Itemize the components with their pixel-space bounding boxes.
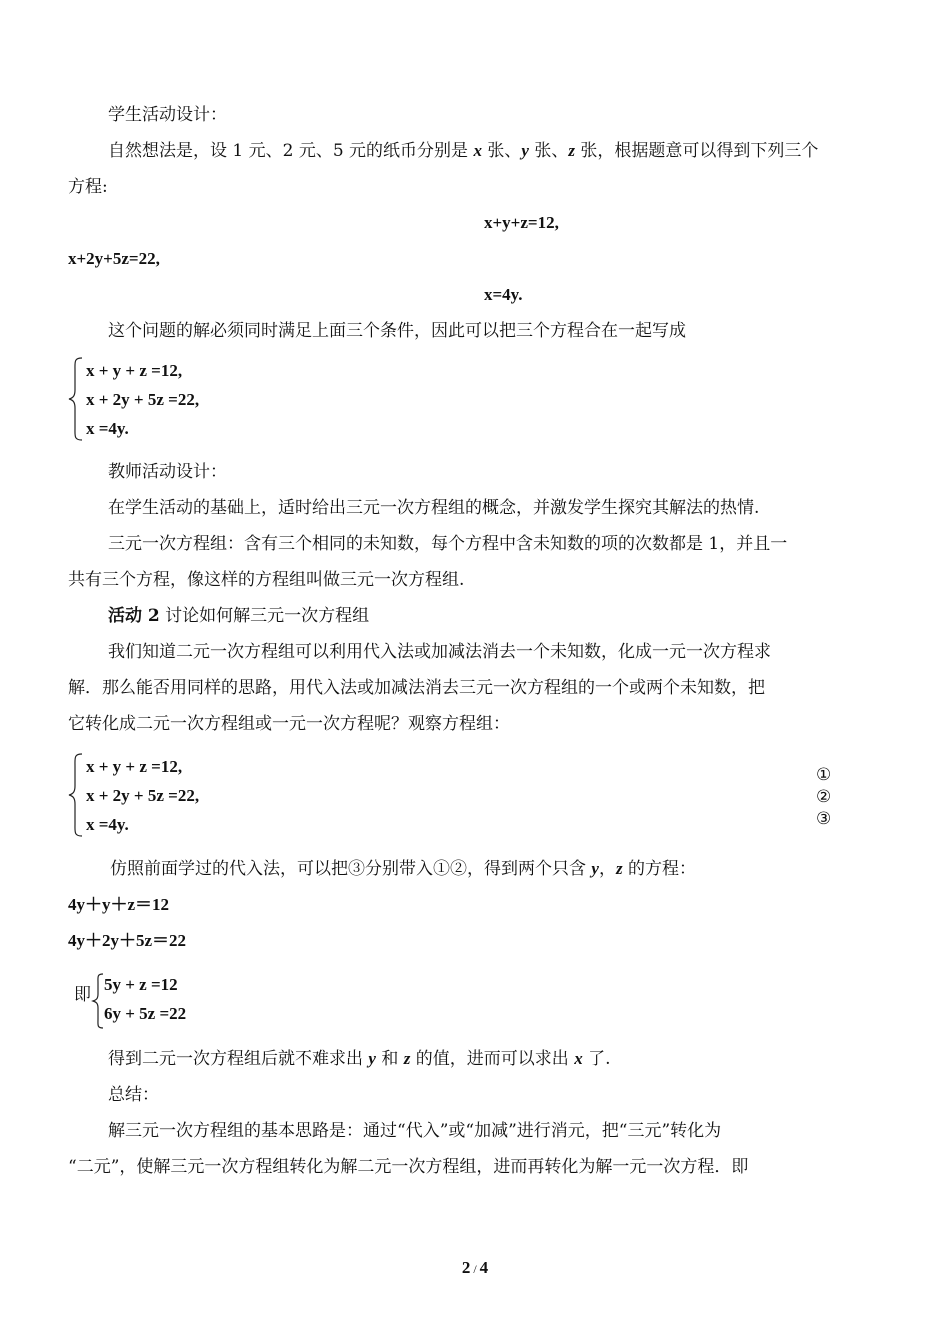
marker-3: ③ xyxy=(816,809,832,829)
paragraph-method-3: 它转化成二元一次方程组或一元一次方程呢？观察方程组： xyxy=(68,714,510,734)
paragraph-definition-cont: 共有三个方程，像这样的方程组叫做三元一次方程组. xyxy=(68,570,465,590)
paragraph-natural-idea: 自然想法是，设 1 元、2 元、5 元的纸币分别是 x 张、y 张、z 张，根据题意可以得到下列三个 xyxy=(108,141,819,161)
equation-c: x=4y. xyxy=(484,285,523,304)
paragraph-combine: 这个问题的解必须同时满足上面三个条件，因此可以把三个方程合在一起写成 xyxy=(108,321,686,341)
left-brace-icon xyxy=(66,752,86,838)
paragraph-summary-2: “二元”，使解三元一次方程组转化为解二元一次方程组，进而再转化为解一元一次方程．即 xyxy=(68,1157,749,1177)
paragraph-definition: 三元一次方程组：含有三个相同的未知数，每个方程中含未知数的项的次数都是 1，并且一 xyxy=(108,534,788,554)
substituted-equation-2: 4y＋2y＋5z＝22 xyxy=(68,931,187,950)
system-2-line-3: x =4y. xyxy=(86,815,129,834)
paragraph-equations-label: 方程: xyxy=(68,177,108,197)
equation-system-3 xyxy=(90,972,290,1030)
equation-system-1 xyxy=(66,356,266,442)
system-1-line-3: x =4y. xyxy=(86,419,129,438)
teacher-activity-heading: 教师活动设计： xyxy=(108,462,227,482)
student-activity-heading: 学生活动设计： xyxy=(108,105,227,125)
paragraph-summary-1: 解三元一次方程组的基本思路是：通过“代入”或“加减”进行消元，把“三元”转化为 xyxy=(108,1121,722,1141)
activity-2-heading: 活动 2 讨论如何解三元一次方程组 xyxy=(108,606,370,626)
equation-system-2 xyxy=(66,752,866,838)
marker-2: ② xyxy=(816,787,832,807)
paragraph-solve: 得到二元一次方程组后就不难求出 y 和 z 的值，进而可以求出 x 了. xyxy=(108,1049,611,1069)
paragraph-concept: 在学生活动的基础上，适时给出三元一次方程组的概念，并激发学生探究其解法的热情. xyxy=(108,498,760,518)
equation-a: x+y+z=12, xyxy=(484,213,559,232)
substituted-equation-1: 4y＋y＋z＝12 xyxy=(68,895,170,914)
summary-heading: 总结： xyxy=(108,1085,159,1105)
system-2-line-1: x + y + z =12, xyxy=(86,757,183,776)
ji-label: 即 xyxy=(74,985,91,1005)
paragraph-substitute: 仿照前面学过的代入法，可以把③分别带入①②，得到两个只含 y，z 的方程： xyxy=(110,859,696,879)
system-1-line-1: x + y + z =12, xyxy=(86,361,183,380)
paragraph-method-1: 我们知道二元一次方程组可以利用代入法或加减法消去一个未知数，化成一元一次方程求 xyxy=(108,642,771,662)
system-3-line-2: 6y + 5z =22 xyxy=(104,1004,187,1023)
marker-1: ① xyxy=(816,765,832,785)
paragraph-method-2: 解．那么能否用同样的思路，用代入法或加减法消去三元一次方程组的一个或两个未知数，把 xyxy=(68,678,765,698)
system-1-line-2: x + 2y + 5z =22, xyxy=(86,390,200,409)
system-2-line-2: x + 2y + 5z =22, xyxy=(86,786,200,805)
system-3-line-1: 5y + z =12 xyxy=(104,975,178,994)
page-number: 2 / 4 xyxy=(461,1258,489,1277)
left-brace-icon xyxy=(66,356,86,442)
equation-b: x+2y+5z=22, xyxy=(68,249,160,268)
